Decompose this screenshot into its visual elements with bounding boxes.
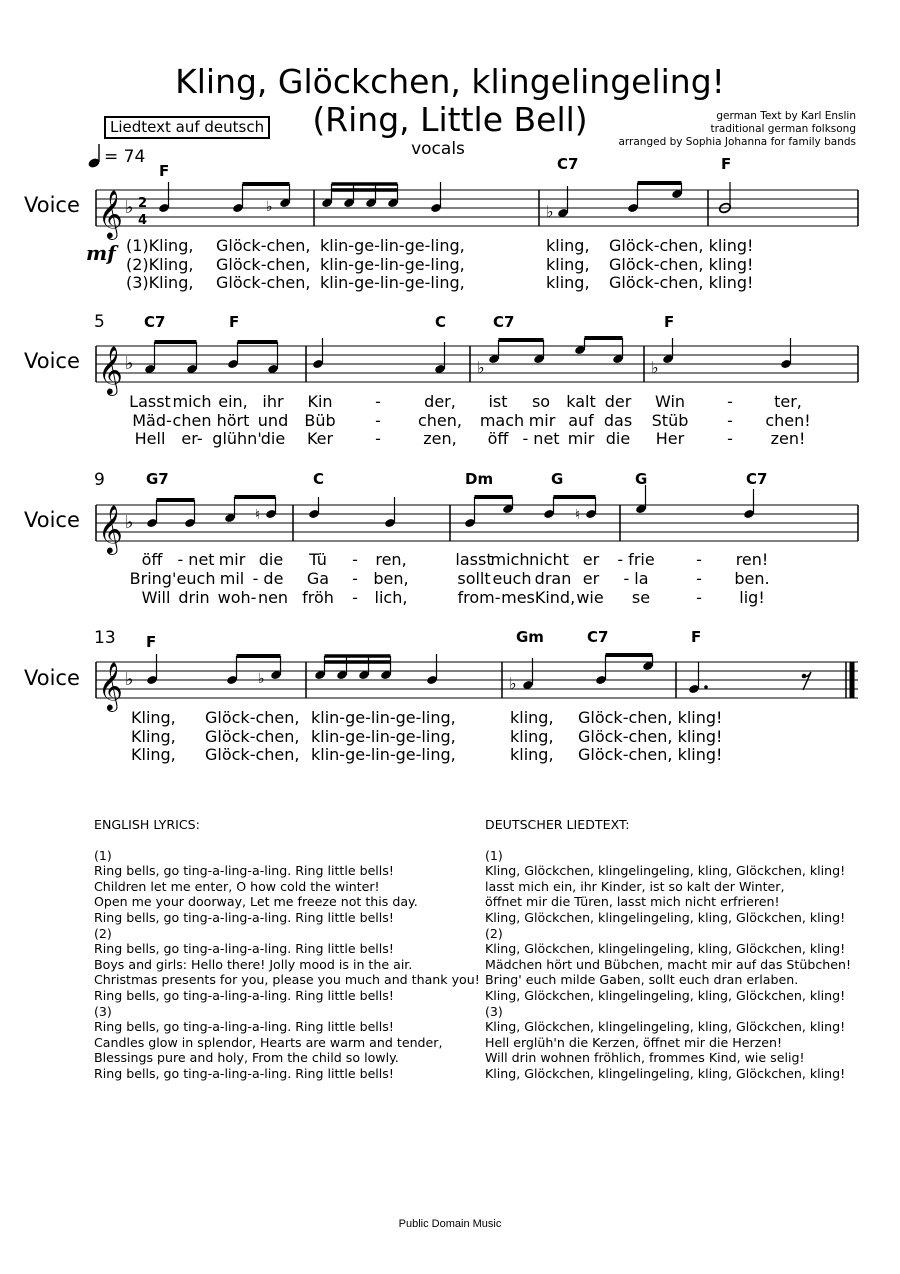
- svg-text:♭: ♭: [651, 358, 659, 377]
- lyric-syllable: die: [260, 429, 286, 448]
- section-heading: ENGLISH LYRICS:: [94, 817, 200, 832]
- lyric-syllable: mich: [172, 392, 212, 411]
- lyric-syllable: Kling,: [131, 745, 176, 764]
- lyric-syllable: klin-ge-lin-ge-ling,: [320, 236, 465, 255]
- lyric-line: (2): [94, 925, 112, 941]
- svg-text:♮: ♮: [575, 507, 581, 523]
- credits: [618, 110, 856, 149]
- svg-text:♭: ♭: [258, 671, 265, 687]
- page-title: Kling, Glöckchen, klingelingeling!: [175, 62, 725, 101]
- lyric-line: Candles glow in splendor, Hearts are warm and tender,: [94, 1034, 443, 1050]
- chord-symbol: F: [159, 162, 170, 180]
- footer-note: Public Domain Music: [398, 1218, 502, 1230]
- lyric-syllable: Tü: [309, 550, 327, 569]
- svg-text:♭: ♭: [125, 669, 134, 690]
- lyric-syllable: (3)Kling,: [126, 273, 194, 292]
- lyric-line: lasst mich ein, ihr Kinder, ist so kalt der Winter,: [485, 878, 785, 894]
- lyric-syllable: Glöck-chen, kling!: [609, 273, 754, 292]
- lyric-line: Open me your doorway, Let me freeze not this day.: [94, 894, 418, 910]
- lyric-syllable: der: [604, 392, 632, 411]
- lyric-line: Christmas presents for you, please you much and thank you!: [94, 972, 480, 988]
- chord-symbol: C7: [587, 628, 609, 646]
- lyric-syllable: Kin: [307, 392, 333, 411]
- lyric-syllable: nicht: [529, 550, 569, 569]
- lyric-syllable: kling,: [510, 708, 554, 727]
- chord-symbol: G7: [146, 470, 169, 488]
- lyric-syllable: kling,: [546, 236, 590, 255]
- svg-text:♮: ♮: [255, 507, 261, 523]
- lyric-line: (1): [485, 847, 503, 863]
- lyric-syllable: Glöck-chen, kling!: [578, 708, 723, 727]
- staff-system-1: [0, 180, 900, 240]
- lyric-line: Ring bells, go ting-a-ling-a-ling. Ring little bells!: [94, 987, 394, 1003]
- lyric-syllable: glühn': [212, 429, 262, 448]
- lyric-syllable: ren!: [735, 550, 769, 569]
- lyric-syllable: -: [352, 550, 358, 569]
- lyric-syllable: - la: [623, 569, 649, 588]
- lyric-syllable: Hell: [134, 429, 166, 448]
- lyric-syllable: das: [603, 411, 633, 430]
- chord-symbol: C7: [144, 313, 166, 331]
- lyric-syllable: fröh: [302, 588, 334, 607]
- svg-text:♭: ♭: [546, 202, 554, 221]
- lyric-syllable: Glöck-chen,: [216, 255, 311, 274]
- lyric-syllable: -: [727, 429, 733, 448]
- lyric-syllable: chen!: [765, 411, 811, 430]
- lyric-syllable: ben.: [734, 569, 770, 588]
- svg-text:𝄞: 𝄞: [98, 345, 123, 394]
- lyric-syllable: klin-ge-lin-ge-ling,: [320, 255, 465, 274]
- german-lyrics-block: [485, 817, 851, 1082]
- staff-system-3: [0, 495, 900, 555]
- lyric-syllable: - de: [252, 569, 284, 588]
- lyric-syllable: Bring': [129, 569, 177, 588]
- lyric-syllable: -: [352, 569, 358, 588]
- lyric-syllable: kling,: [546, 273, 590, 292]
- svg-text:4: 4: [138, 213, 148, 228]
- lyric-line: Children let me enter, O how cold the winter!: [94, 878, 380, 894]
- lyric-syllable: mach: [479, 411, 525, 430]
- lyric-syllable: Glöck-chen, kling!: [609, 255, 754, 274]
- credit-arranger: arranged by Sophia Johanna for family bands: [618, 136, 856, 148]
- lyric-line: Hell erglüh'n die Kerzen, öffnet mir die Herzen!: [485, 1034, 783, 1050]
- lyric-syllable: Glöck-chen,: [205, 745, 300, 764]
- lyric-syllable: lig!: [739, 588, 765, 607]
- lyric-line: Kling, Glöckchen, klingelingeling, kling, Glöckchen, kling!: [485, 941, 846, 957]
- lyric-syllable: die: [258, 550, 284, 569]
- chord-symbol: C7: [557, 155, 579, 173]
- svg-text:𝄞: 𝄞: [98, 661, 123, 710]
- lyric-syllable: er: [582, 550, 600, 569]
- lyric-syllable: -: [727, 411, 733, 430]
- lyric-syllable: -: [375, 411, 381, 430]
- lyric-syllable: klin-ge-lin-ge-ling,: [311, 727, 456, 746]
- lyric-syllable: kalt: [566, 392, 596, 411]
- lyric-syllable: wie: [576, 588, 604, 607]
- measure-number: 9: [94, 470, 105, 490]
- lyric-syllable: Büb: [304, 411, 336, 430]
- chord-symbol: Dm: [465, 470, 494, 488]
- lyric-syllable: klin-ge-lin-ge-ling,: [320, 273, 465, 292]
- lyric-syllable: euch: [176, 569, 216, 588]
- svg-text:♭: ♭: [266, 199, 273, 215]
- svg-text:2: 2: [138, 196, 148, 211]
- lyric-syllable: - frie: [617, 550, 655, 569]
- lyric-syllable: from-: [457, 588, 501, 607]
- lyric-syllable: Win: [654, 392, 686, 411]
- chord-symbol: F: [664, 313, 675, 331]
- lyric-syllable: Ga: [306, 569, 330, 588]
- lyric-line: (2): [485, 925, 503, 941]
- lyric-line: Bring' euch milde Gaben, sollt euch dran erlaben.: [485, 972, 799, 988]
- lyric-line: Ring bells, go ting-a-ling-a-ling. Ring little bells!: [94, 941, 394, 957]
- lyric-syllable: zen,: [423, 429, 457, 448]
- lyric-line: öffnet mir die Türen, lasst mich nicht erfrieren!: [485, 894, 780, 910]
- lyric-syllable: chen: [172, 411, 212, 430]
- chord-symbol: C: [313, 470, 325, 488]
- svg-text:♭: ♭: [125, 197, 134, 218]
- lyric-syllable: mich: [490, 550, 530, 569]
- chord-symbol: C: [435, 313, 447, 331]
- lyric-syllable: Glöck-chen, kling!: [609, 236, 754, 255]
- lyric-syllable: (1)Kling,: [126, 236, 194, 255]
- chord-symbol: F: [229, 313, 240, 331]
- lyric-syllable: mes: [501, 588, 535, 607]
- lyric-syllable: lasst: [455, 550, 493, 569]
- lyric-line: Ring bells, go ting-a-ling-a-ling. Ring little bells!: [94, 1019, 394, 1035]
- credit-origin: traditional german folksong: [710, 123, 856, 135]
- lyric-line: Blessings pure and holy, From the child so lowly.: [94, 1050, 399, 1066]
- lyric-line: Kling, Glöckchen, klingelingeling, kling, Glöckchen, kling!: [485, 1065, 846, 1081]
- chord-symbol: C7: [493, 313, 515, 331]
- chord-symbol: G: [635, 470, 648, 488]
- svg-text:𝄞: 𝄞: [98, 189, 123, 238]
- lyric-syllable: -: [696, 550, 702, 569]
- lyric-syllable: mir: [218, 550, 246, 569]
- lyric-syllable: woh-: [217, 588, 257, 607]
- instrument-label: vocals: [411, 139, 465, 159]
- svg-text:♭: ♭: [125, 353, 134, 374]
- tempo-marking: = 74: [104, 147, 146, 167]
- lyric-syllable: -: [696, 569, 702, 588]
- lyric-syllable: lich,: [374, 588, 408, 607]
- lyric-syllable: Glöck-chen,: [216, 273, 311, 292]
- quarter-note-icon: [86, 142, 106, 170]
- lyric-syllable: Glöck-chen, kling!: [578, 745, 723, 764]
- lyric-syllable: euch: [492, 569, 532, 588]
- lyric-line: (3): [485, 1003, 503, 1019]
- lyric-syllable: klin-ge-lin-ge-ling,: [311, 745, 456, 764]
- lyric-syllable: ren,: [375, 550, 407, 569]
- lyric-syllable: -: [375, 429, 381, 448]
- credit-lyricist: german Text by Karl Enslin: [716, 110, 856, 122]
- lyric-syllable: kling,: [510, 727, 554, 746]
- chord-symbol: Gm: [516, 628, 544, 646]
- lyric-line: Ring bells, go ting-a-ling-a-ling. Ring little bells!: [94, 1065, 394, 1081]
- svg-text:♭: ♭: [125, 512, 134, 533]
- lyric-syllable: er-: [181, 429, 203, 448]
- svg-text:𝄞: 𝄞: [98, 504, 123, 553]
- measure-number: 13: [94, 628, 116, 648]
- lyric-line: Mädchen hört und Bübchen, macht mir auf das Stübchen!: [485, 956, 852, 972]
- lyric-syllable: mir: [567, 429, 595, 448]
- lyric-line: Will drin wohnen fröhlich, frommes Kind, wie selig!: [485, 1050, 805, 1066]
- lyric-syllable: -: [375, 392, 381, 411]
- lyric-syllable: Kling,: [131, 727, 176, 746]
- lyric-syllable: -: [696, 588, 702, 607]
- lyric-syllable: sollt: [457, 569, 491, 588]
- lyric-line: Boys and girls: Hello there! Jolly mood is in the air.: [94, 956, 413, 972]
- lyric-syllable: der,: [424, 392, 456, 411]
- chord-symbol: F: [691, 628, 702, 646]
- part-label: Voice: [24, 508, 80, 532]
- part-label: Voice: [24, 349, 80, 373]
- lyric-line: (3): [94, 1003, 112, 1019]
- lyric-syllable: Stüb: [651, 411, 689, 430]
- section-heading: DEUTSCHER LIEDTEXT:: [485, 817, 630, 832]
- lyric-syllable: ihr: [262, 392, 284, 411]
- lyric-syllable: ben,: [373, 569, 409, 588]
- lyric-syllable: Ker: [306, 429, 334, 448]
- chord-symbol: C7: [746, 470, 768, 488]
- staff-system-4: [0, 652, 900, 712]
- lyric-syllable: - net: [177, 550, 215, 569]
- lyric-syllable: und: [257, 411, 289, 430]
- lyric-line: (1): [94, 847, 112, 863]
- lyric-syllable: mir: [528, 411, 556, 430]
- lyric-syllable: -: [727, 392, 733, 411]
- lyric-syllable: hört: [216, 411, 250, 430]
- lyric-syllable: Kling,: [131, 708, 176, 727]
- lyric-syllable: klin-ge-lin-ge-ling,: [311, 708, 456, 727]
- lyric-syllable: ein,: [218, 392, 248, 411]
- lyric-syllable: drin: [178, 588, 210, 607]
- svg-text:♭: ♭: [477, 358, 485, 377]
- page-subtitle: (Ring, Little Bell): [312, 100, 588, 139]
- lyric-syllable: - net: [522, 429, 560, 448]
- lyric-syllable: ter,: [774, 392, 802, 411]
- chord-symbol: F: [146, 633, 157, 651]
- english-lyrics-block: [94, 817, 480, 1082]
- lyric-syllable: er: [582, 569, 600, 588]
- part-label: Voice: [24, 666, 80, 690]
- lyric-syllable: die: [605, 429, 631, 448]
- lyric-syllable: se: [631, 588, 651, 607]
- lyric-syllable: kling,: [546, 255, 590, 274]
- lyric-line: Kling, Glöckchen, klingelingeling, kling, Glöckchen, kling!: [485, 987, 846, 1003]
- lyric-syllable: dran: [534, 569, 572, 588]
- chord-symbol: F: [721, 155, 732, 173]
- lyric-line: Ring bells, go ting-a-ling-a-ling. Ring little bells!: [94, 863, 394, 879]
- lyric-syllable: Kind,: [534, 588, 576, 607]
- measure-number: 5: [94, 312, 105, 332]
- language-box: Liedtext auf deutsch: [104, 116, 270, 139]
- lyric-line: Kling, Glöckchen, klingelingeling, kling, Glöckchen, kling!: [485, 1019, 846, 1035]
- lyric-syllable: Mäd-: [132, 411, 172, 430]
- lyric-syllable: Glöck-chen,: [205, 708, 300, 727]
- dynamic-marking: mf: [86, 241, 116, 265]
- lyric-syllable: Will: [141, 588, 171, 607]
- lyric-syllable: so: [531, 392, 551, 411]
- staff-system-2: [0, 336, 900, 396]
- lyric-syllable: zen!: [770, 429, 806, 448]
- lyric-syllable: (2)Kling,: [126, 255, 194, 274]
- lyric-syllable: kling,: [510, 745, 554, 764]
- lyric-syllable: mil: [219, 569, 245, 588]
- lyric-syllable: Glöck-chen,: [216, 236, 311, 255]
- lyric-line: Ring bells, go ting-a-ling-a-ling. Ring little bells!: [94, 909, 394, 925]
- lyric-syllable: Her: [655, 429, 685, 448]
- lyric-syllable: Glöck-chen, kling!: [578, 727, 723, 746]
- chord-symbol: G: [551, 470, 564, 488]
- lyric-syllable: Glöck-chen,: [205, 727, 300, 746]
- lyric-line: Kling, Glöckchen, klingelingeling, kling, Glöckchen, kling!: [485, 863, 846, 879]
- lyric-syllable: auf: [568, 411, 594, 430]
- lyric-syllable: -: [352, 588, 358, 607]
- svg-text:♭: ♭: [509, 674, 517, 693]
- lyric-syllable: öff: [141, 550, 163, 569]
- lyric-syllable: nen: [257, 588, 289, 607]
- part-label: Voice: [24, 193, 80, 217]
- lyric-syllable: chen,: [417, 411, 463, 430]
- lyric-syllable: Lasst: [129, 392, 171, 411]
- lyric-line: Kling, Glöckchen, klingelingeling, kling, Glöckchen, kling!: [485, 909, 846, 925]
- lyric-syllable: öff: [487, 429, 509, 448]
- lyric-syllable: ist: [488, 392, 508, 411]
